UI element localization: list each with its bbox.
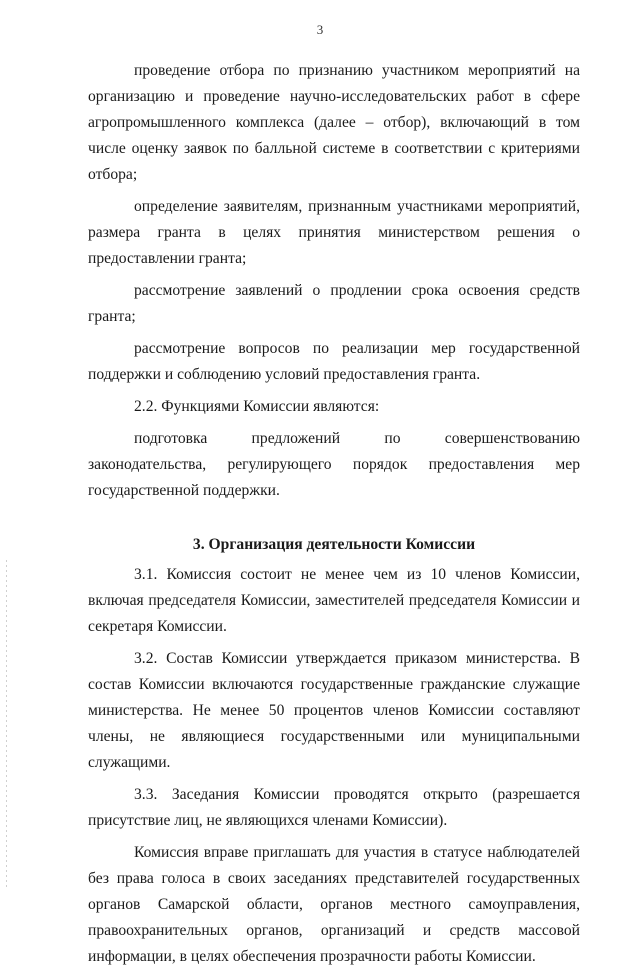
paragraph-grant-size: определение заявителям, признанным участниками мероприятий, размера гранта в целях принятия министерством решения о предоставлении гранта; [88, 198, 580, 267]
paragraph-selection-procedure: проведение отбора по признанию участником мероприятий на организацию и проведение научно-исследовательских работ в сфере агропромышленного комплекса (далее – отбор), включающий в том числе оценку заявок по балльной системе в соответствии с критериями отбора; [88, 62, 580, 183]
paragraph-extension-requests: рассмотрение заявлений о продлении срока освоения средств гранта; [88, 282, 580, 325]
paragraph-3-1: 3.1. Комиссия состоит не менее чем из 10 членов Комиссии, включая председателя Комиссии, заместителей председателя Комиссии и секретаря Комиссии. [88, 566, 580, 635]
paragraph-support-measures: рассмотрение вопросов по реализации мер государственной поддержки и соблюдению условий предоставления гранта. [88, 340, 580, 383]
paragraph-legislation-proposals: подготовка предложений по совершенствованию законодательства, регулирующего порядок предоставления мер государственной поддержки. [88, 430, 580, 499]
margin-scan-mark [6, 560, 7, 890]
page-number: 3 [316, 22, 324, 37]
paragraph-observers: Комиссия вправе приглашать для участия в статусе наблюдателей без права голоса в своих заседаниях представителей государственных органов Самарской области, органов местного самоуправления, правоохранительных органов, организаций и средств массовой информации, в целях обеспечения прозрачности работы Комиссии. [88, 844, 580, 965]
section-spacer [88, 510, 580, 532]
document-body [88, 58, 580, 976]
paragraph-3-3: 3.3. Заседания Комиссии проводятся открыто (разрешается присутствие лиц, не являющихся членами Комиссии). [88, 786, 580, 829]
paragraph-3-2: 3.2. Состав Комиссии утверждается приказом министерства. В состав Комиссии включаются государственные гражданские служащие министерства. Не менее 50 процентов членов Комиссии составляют члены, не являющиеся государственными или муниципальными служащими. [88, 650, 580, 771]
section-title: 3. Организация деятельности Комиссии [192, 536, 476, 553]
paragraph-functions-heading: 2.2. Функциями Комиссии являются: [134, 398, 380, 415]
